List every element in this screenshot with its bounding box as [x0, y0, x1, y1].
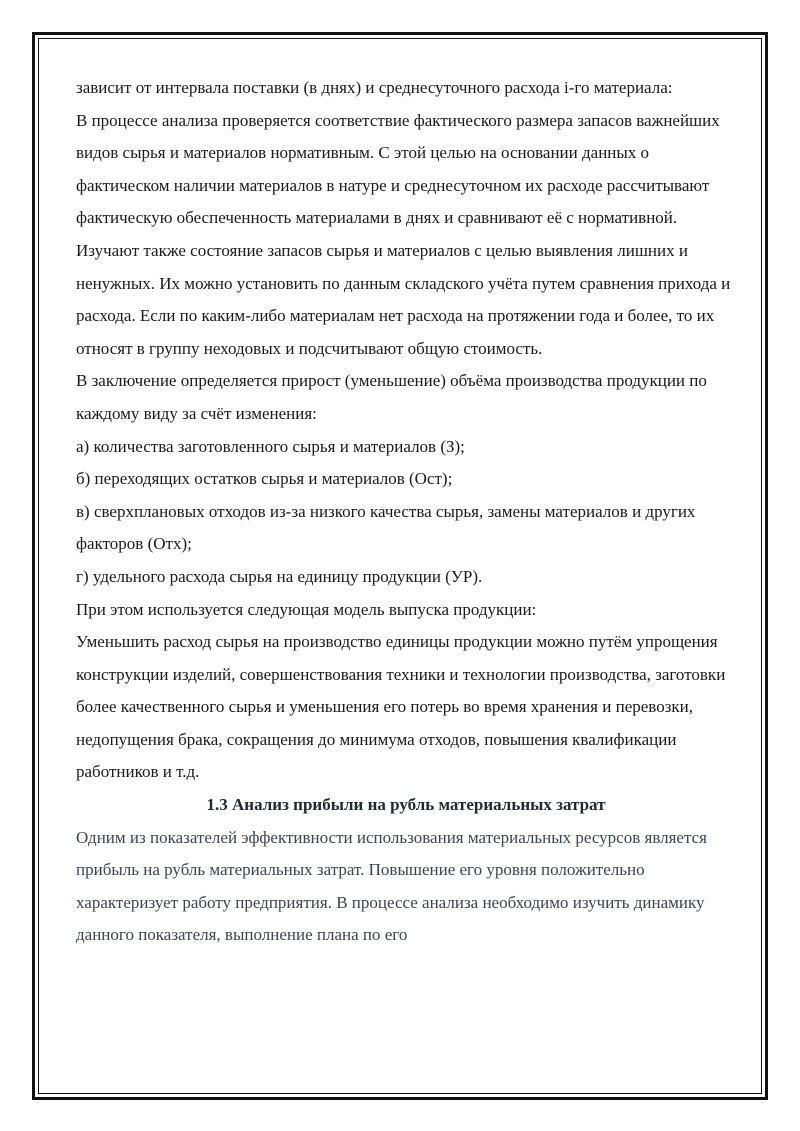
- section-heading: 1.3 Анализ прибыли на рубль материальных затрат: [206, 795, 606, 815]
- document-body: [76, 72, 736, 952]
- list-item-d: г) удельного расхода сырья на единицу продукции (УР).: [76, 566, 483, 586]
- paragraph-model: При этом используется следующая модель выпуска продукции:: [76, 599, 537, 619]
- list-item-c: в) сверхплановых отходов из-за низкого качества сырья, замены материалов и других факторов (Отх);: [76, 501, 696, 554]
- paragraph-stock-check: В процессе анализа проверяется соответствие фактического размера запасов важнейших видов сырья и материалов нормативным. С этой целью на основании данных о фактическом наличии материалов в натуре и среднесуточном их расходе рассчитывают фактическую обеспеченность материалами в днях и сравнивают её с нормативной.: [76, 110, 720, 228]
- list-item-b: б) переходящих остатков сырья и материалов (Ост);: [76, 469, 453, 489]
- section-1-3: [76, 789, 736, 952]
- paragraph-profit-indicator: Одним из показателей эффективности использования материальных ресурсов является прибыль на рубль материальных затрат. Повышение его уровня положительно характеризует работу предприятия. В процессе анализа необходимо изучить динамику данного показателя, выполнение плана по его: [76, 827, 707, 945]
- paragraph-excess-stock: Изучают также состояние запасов сырья и материалов с целью выявления лишних и ненужных. Их можно установить по данным складского учёта путем сравнения прихода и расхода. Если по каким-либо материалам нет расхода на протяжении года и более, то их относят в группу неходовых и подсчитывают общую стоимость.: [76, 240, 731, 358]
- paragraph-intro: зависит от интервала поставки (в днях) и среднесуточного расхода i-го материала:: [76, 78, 673, 97]
- paragraph-reduce-consumption: Уменьшить расход сырья на производство единицы продукции можно путём упрощения конструкции изделий, совершенствования техники и технологии производства, заготовки более качественного сырья и уменьшения его потерь во время хранения и перевозки, недопущения брака, сокращения до минимума отходов, повышения квалификации работников и т.д.: [76, 632, 726, 782]
- list-item-a: а) количества заготовленного сырья и материалов (З);: [76, 436, 465, 456]
- paragraph-conclusion: В заключение определяется прирост (уменьшение) объёма производства продукции по каждому виду за счёт изменения:: [76, 371, 707, 423]
